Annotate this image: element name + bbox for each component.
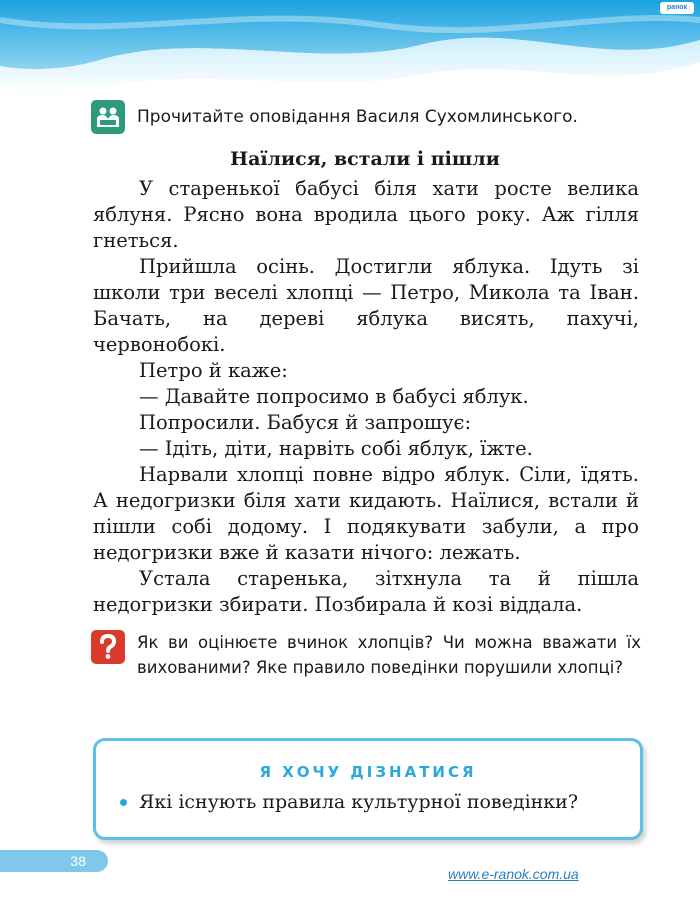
- page-number-text: 38: [70, 853, 86, 869]
- story-paragraph: Петро й каже:: [139, 359, 288, 382]
- story-paragraph: Попросили. Бабуся й запрошує:: [139, 411, 472, 434]
- question-block: [91, 630, 641, 680]
- bullet-icon: [120, 799, 127, 806]
- story-title: Наїлися, встали і пішли: [230, 148, 500, 170]
- header-wave-decoration: [0, 0, 700, 110]
- story-paragraph: — Давайте попросимо в бабусі яблук.: [139, 385, 529, 408]
- instruction-text: Прочитайте оповідання Василя Сухомлинського.: [137, 107, 578, 127]
- learn-box: [93, 738, 643, 840]
- story-paragraph: Прийшла осінь. Достигли яблука. Ідуть зі школи три веселі хлопці — Петро, Микола та Іван. Бачать, на дереві яблука висять, пахучі, червонобокі.: [93, 255, 639, 356]
- story-paragraph: — Ідіть, діти, нарвіть собі яблук, їжте.: [139, 437, 533, 460]
- story-paragraph: У старенької бабусі біля хати росте велика яблуня. Рясно вона вродила цього року. Аж гілля гнеться.: [93, 177, 639, 252]
- website-link[interactable]: www.e-ranok.com.ua: [448, 866, 579, 882]
- story-paragraph: Устала старенька, зітхнула та й пішла недогризки збирати. Позбирала й козі віддала.: [93, 567, 639, 616]
- reading-children-icon: [91, 100, 125, 134]
- question-mark-icon: [91, 630, 125, 664]
- learn-box-title: Я ХОЧУ ДІЗНАТИСЯ: [259, 763, 477, 781]
- page-number: [0, 850, 108, 872]
- learn-box-item-text: Які існують правила культурної поведінки?: [139, 791, 579, 813]
- learn-box-item: [120, 791, 578, 813]
- question-text: Як ви оцінюєте вчинок хлопців? Чи можна вважати їх вихованими? Яке правило поведінки порушили хлопці?: [137, 633, 641, 677]
- story-paragraph: Нарвали хлопці повне відро яблук. Сіли, їдять. А недогризки біля хати кидають. Наїлися, встали й пішли собі додому. І подякувати забули, а про недогризки вже й казати нічого: лежать.: [93, 463, 639, 564]
- story-text: [93, 176, 639, 618]
- instruction: [91, 100, 578, 134]
- publisher-logo: ранок: [660, 2, 694, 14]
